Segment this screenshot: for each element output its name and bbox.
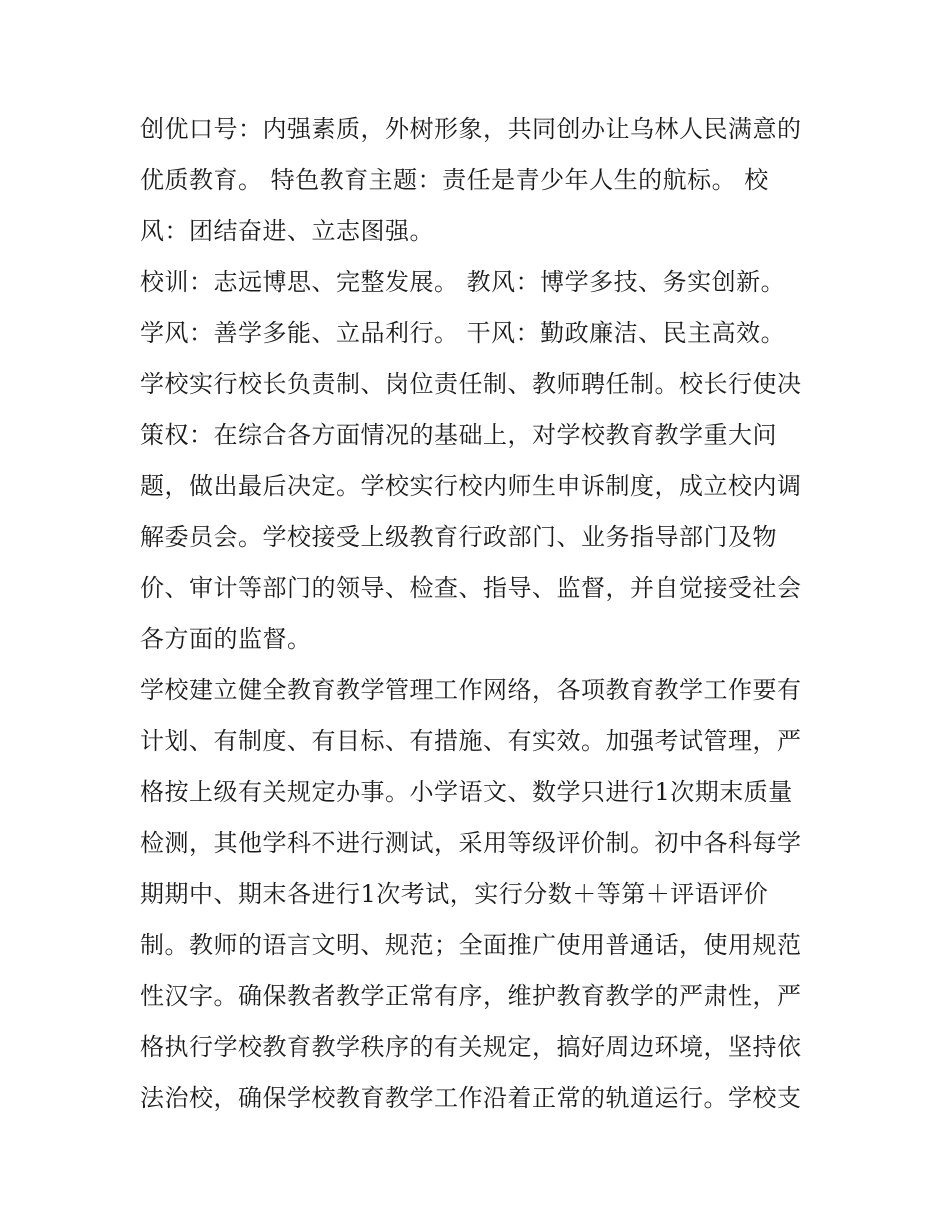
text-line: 题，做出最后决定。学校实行校内师生申诉制度，成立校内调 [140, 472, 802, 500]
text-line: 制。教师的语言文明、规范；全面推广使用普通话，使用规范 [140, 931, 802, 959]
text-line: 价、审计等部门的领导、检查、指导、监督，并自觉接受社会 [140, 574, 802, 602]
text-line: 优质教育。 特色教育主题：责任是青少年人生的航标。 校 [140, 166, 769, 194]
text-line: 格执行学校教育教学秩序的有关规定，搞好周边环境，坚持依 [140, 1033, 802, 1061]
text-line: 校训：志远博思、完整发展。 教风：博学多技、务实创新。 [140, 268, 786, 296]
text-line: 学风：善学多能、立品利行。 干风：勤政廉洁、民主高效。 [140, 319, 786, 347]
body-text [140, 104, 820, 1124]
text-line: 学校建立健全教育教学管理工作网络，各项教育教学工作要有 [140, 676, 802, 704]
text-line: 解委员会。学校接受上级教育行政部门、业务指导部门及物 [140, 523, 777, 551]
text-line: 性汉字。确保教者教学正常有序，维护教育教学的严肃性，严 [140, 982, 802, 1010]
text-line: 法治校，确保学校教育教学工作沿着正常的轨道运行。学校支 [140, 1084, 802, 1112]
text-line: 期期中、期末各进行1次考试，实行分数＋等第＋评语评价 [140, 880, 769, 908]
text-line: 学校实行校长负责制、岗位责任制、教师聘任制。校长行使决 [140, 370, 802, 398]
text-line: 风：团结奋进、立志图强。 [140, 217, 434, 245]
text-line: 策权：在综合各方面情况的基础上，对学校教育教学重大问 [140, 421, 777, 449]
text-line: 各方面的监督。 [140, 625, 312, 653]
text-line: 检测，其他学科不进行测试，采用等级评价制。初中各科每学 [140, 829, 802, 857]
text-line: 格按上级有关规定办事。小学语文、数学只进行1次期末质量 [140, 778, 793, 806]
text-line: 计划、有制度、有目标、有措施、有实效。加强考试管理，严 [140, 727, 802, 755]
text-line: 创优口号：内强素质，外树形象，共同创办让乌林人民满意的 [140, 115, 802, 143]
